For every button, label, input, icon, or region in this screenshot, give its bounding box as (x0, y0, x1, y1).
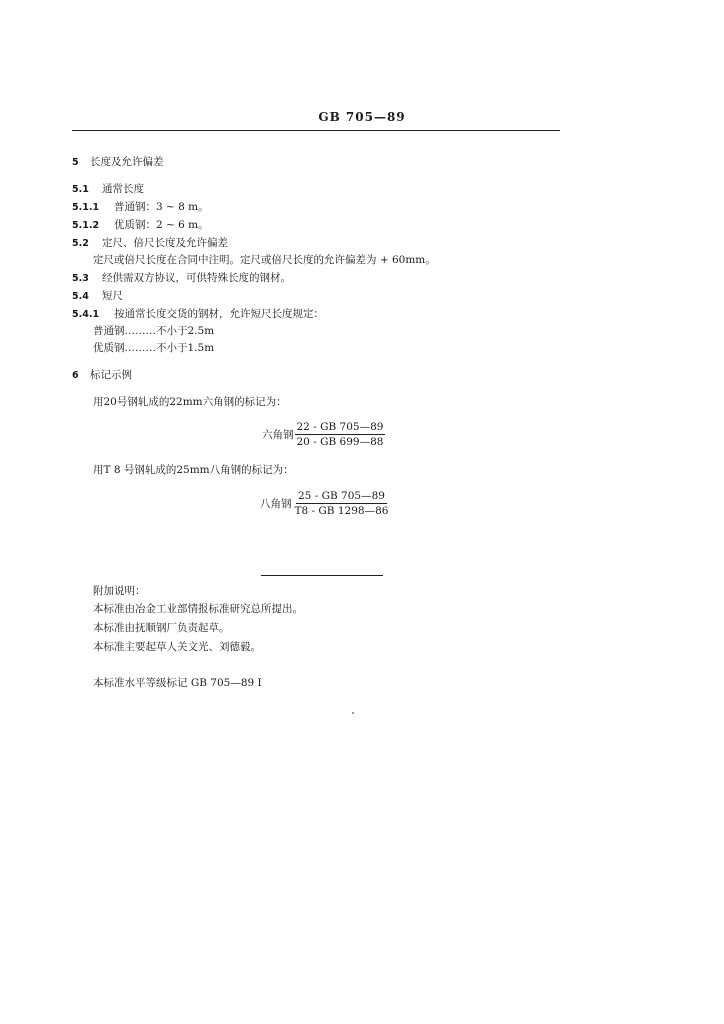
section-5-2 (72, 236, 228, 251)
section-5-1-number: 5.1 (72, 184, 89, 195)
section-5-1-1 (72, 200, 209, 215)
section-5-1-1-number: 5.1.1 (72, 202, 100, 213)
section-5-2-title: 定尺、倍尺长度及允许偏差 (102, 237, 228, 249)
section-5-3-text: 经供需双方协议，可供特殊长度的钢材。 (102, 272, 291, 284)
example-1-label: 六角钢 (262, 429, 294, 441)
standard-code-header: GB 705—89 (318, 110, 406, 124)
section-5-number: 5 (72, 157, 79, 168)
section-5-4 (72, 289, 123, 304)
short-length-item-ordinary: 普通钢………不小于2.5m (93, 325, 215, 337)
additional-notes-line-2: 本标准由抚顺钢厂负责起草。 (93, 622, 230, 634)
section-6-title: 标记示例 (90, 369, 132, 381)
notes-separator-rule (261, 575, 383, 576)
scan-speck (352, 712, 354, 714)
section-6-number: 6 (72, 370, 79, 381)
header-rule (72, 130, 560, 131)
example-2-fraction (293, 490, 391, 517)
section-5-3-number: 5.3 (72, 273, 89, 284)
section-5-1-2-number: 5.1.2 (72, 220, 100, 231)
example-2-intro: 用T 8 号钢轧成的25mm八角钢的标记为： (93, 464, 294, 476)
section-5-1-2 (72, 218, 209, 233)
section-5-1-1-text: 普通钢：3 ~ 8 m。 (114, 201, 209, 213)
section-5-3 (72, 271, 291, 286)
short-length-item-quality: 优质钢………不小于1.5m (93, 342, 215, 354)
section-5-2-body: 定尺或倍尺长度在合同中注明。定尺或倍尺长度的允许偏差为 + 60mm。 (93, 254, 436, 266)
section-6 (72, 368, 132, 383)
section-5-4-1-number: 5.4.1 (72, 309, 100, 320)
example-1-marking (262, 421, 385, 448)
section-5 (72, 155, 164, 170)
additional-notes-line-3: 本标准主要起草人关文光、刘德毅。 (93, 641, 261, 653)
example-1-denominator: 20 - GB 699—88 (296, 436, 384, 448)
example-2-marking (260, 490, 390, 517)
additional-notes-title: 附加说明： (93, 585, 146, 597)
example-1-numerator: 22 - GB 705—89 (296, 421, 384, 433)
section-5-1-title: 通常长度 (102, 183, 144, 195)
example-1-intro: 用20号钢轧成的22mm六角钢的标记为： (93, 396, 287, 408)
section-5-4-number: 5.4 (72, 291, 89, 302)
example-1-fraction (295, 421, 386, 448)
section-5-4-title: 短尺 (102, 290, 123, 302)
example-2-numerator: 25 - GB 705—89 (298, 490, 385, 502)
section-5-1-2-text: 优质钢：2 ~ 6 m。 (114, 219, 209, 231)
example-2-denominator: T8 - GB 1298—86 (294, 505, 389, 517)
standard-grade-mark: 本标准水平等级标记 GB 705—89 I (93, 677, 262, 689)
additional-notes-line-1: 本标准由冶金工业部情报标准研究总所提出。 (93, 603, 303, 615)
example-2-label: 八角钢 (260, 498, 292, 510)
section-5-4-1 (72, 307, 324, 322)
section-5-title: 长度及允许偏差 (90, 156, 164, 168)
section-5-1 (72, 182, 144, 197)
section-5-4-1-text: 按通常长度交货的钢材，允许短尺长度规定： (114, 308, 324, 320)
section-5-2-number: 5.2 (72, 238, 89, 249)
